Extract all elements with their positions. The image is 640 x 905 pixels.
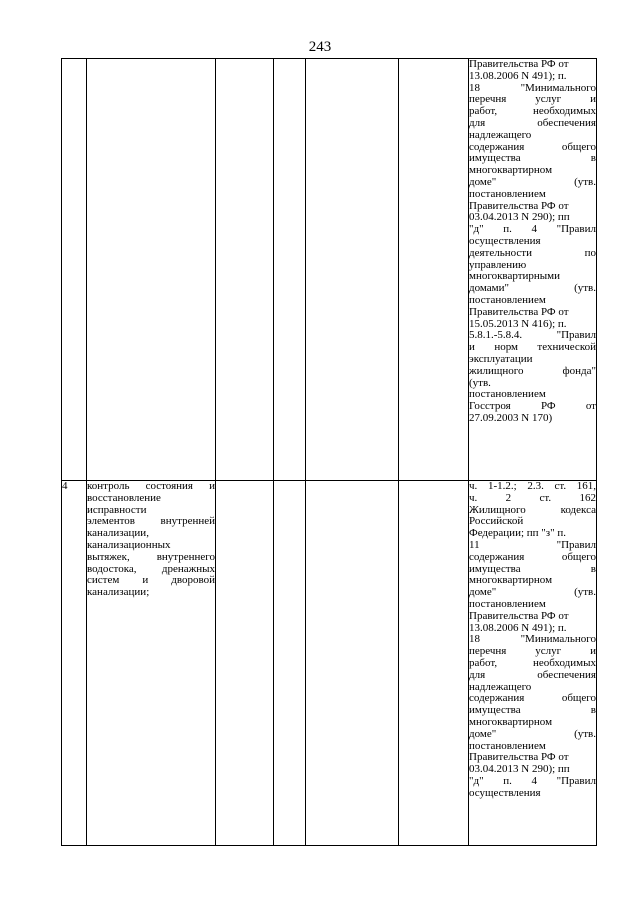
text-line: элементов внутренней: [87, 515, 215, 528]
text-line: доме" (утв.: [469, 727, 596, 740]
text-line: имущества в: [469, 704, 596, 717]
text-line: (утв.: [469, 376, 491, 389]
text-line: многоквартирном: [469, 164, 553, 177]
text-line: исправности: [87, 503, 147, 516]
text-line: водостока, дренажных: [87, 562, 215, 575]
text-line: канализации;: [87, 586, 150, 599]
requirements-table: [61, 58, 597, 846]
text-line: управлению: [469, 258, 527, 271]
text-line: постановлением: [469, 187, 546, 200]
text-line: 18 "Минимального: [469, 633, 596, 646]
text-line: Российской: [469, 515, 524, 528]
text-line: 03.04.2013 N 290); пп: [469, 763, 570, 776]
text-line: постановлением: [469, 597, 546, 610]
text-line: многоквартирном: [469, 715, 553, 728]
text-line: 13.08.2006 N 491); п.: [469, 621, 567, 634]
text-line: осуществления: [469, 234, 541, 247]
text-line: 13.08.2006 N 491); п.: [469, 69, 567, 82]
row-number-cell: 4: [62, 481, 87, 846]
text-line: для обеспечения: [469, 116, 596, 129]
text-line: домами" (утв.: [469, 282, 596, 295]
legal-basis-text: [469, 481, 596, 800]
work-description-text: [87, 481, 215, 599]
text-line: для обеспечения: [469, 668, 596, 681]
text-line: систем и дворовой: [87, 574, 215, 587]
text-line: многоквартирными: [469, 270, 561, 283]
text-line: 18 "Минимального: [469, 81, 596, 94]
text-line: ч. 1-1.2.; 2.3. ст. 161,: [469, 480, 596, 492]
text-line: Правительства РФ от: [469, 305, 569, 318]
text-line: многоквартирном: [469, 574, 553, 587]
text-line: 11 "Правил: [469, 538, 596, 551]
text-line: 15.05.2013 N 416); п.: [469, 317, 567, 330]
work-description-cell: [87, 59, 216, 481]
empty-cell: [306, 481, 399, 846]
text-line: деятельности по: [469, 246, 596, 259]
text-line: работ, необходимых: [469, 656, 596, 669]
text-line: содержания общего: [469, 140, 596, 153]
empty-cell: [399, 481, 469, 846]
text-line: восстановление: [87, 491, 161, 504]
text-line: имущества в: [469, 152, 596, 165]
text-line: и норм технической: [469, 341, 596, 354]
text-line: Жилищного кодекса: [469, 503, 596, 516]
text-line: постановлением: [469, 388, 546, 401]
text-line: жилищного фонда": [469, 364, 596, 377]
text-line: Правительства РФ от: [469, 751, 569, 764]
text-line: Правительства РФ от: [469, 58, 569, 70]
text-line: Правительства РФ от: [469, 609, 569, 622]
text-line: постановлением: [469, 739, 546, 752]
text-line: канализационных: [87, 538, 171, 551]
work-description-cell: [87, 481, 216, 846]
text-line: вытяжек, внутреннего: [87, 550, 215, 563]
empty-cell: [274, 481, 306, 846]
text-line: содержания общего: [469, 550, 596, 563]
row-number-cell: [62, 59, 87, 481]
empty-cell: [399, 59, 469, 481]
text-line: надлежащего: [469, 680, 532, 693]
legal-basis-cell: [469, 481, 597, 846]
text-line: 03.04.2013 N 290); пп: [469, 211, 570, 224]
text-line: перечня услуг и: [469, 645, 596, 658]
text-line: 27.09.2003 N 170): [469, 411, 553, 424]
text-line: перечня услуг и: [469, 93, 596, 106]
page-number: 243: [308, 39, 332, 55]
empty-cell: [306, 59, 399, 481]
text-line: доме" (утв.: [469, 586, 596, 599]
empty-cell: [216, 481, 274, 846]
text-line: осуществления: [469, 786, 541, 799]
table-row: [62, 59, 597, 481]
text-line: Федерации; пп "з" п.: [469, 527, 566, 540]
text-line: имущества в: [469, 562, 596, 575]
legal-basis-cell: [469, 59, 597, 481]
text-line: надлежащего: [469, 128, 532, 141]
text-line: контроль состояния и: [87, 480, 215, 492]
table-row: [62, 481, 597, 846]
text-line: содержания общего: [469, 692, 596, 705]
text-line: эксплуатации: [469, 352, 533, 365]
text-line: "д" п. 4 "Правил: [469, 774, 596, 787]
text-line: 5.8.1.-5.8.4. "Правил: [469, 329, 596, 342]
text-line: ч. 2 ст. 162: [469, 491, 596, 504]
text-line: работ, необходимых: [469, 105, 596, 118]
text-line: доме" (утв.: [469, 175, 596, 188]
text-line: канализации,: [87, 527, 149, 540]
legal-basis-text: [469, 59, 596, 425]
text-line: Госстроя РФ от: [469, 400, 596, 413]
text-line: "д" п. 4 "Правил: [469, 223, 596, 236]
empty-cell: [216, 59, 274, 481]
empty-cell: [274, 59, 306, 481]
text-line: постановлением: [469, 293, 546, 306]
text-line: Правительства РФ от: [469, 199, 569, 212]
